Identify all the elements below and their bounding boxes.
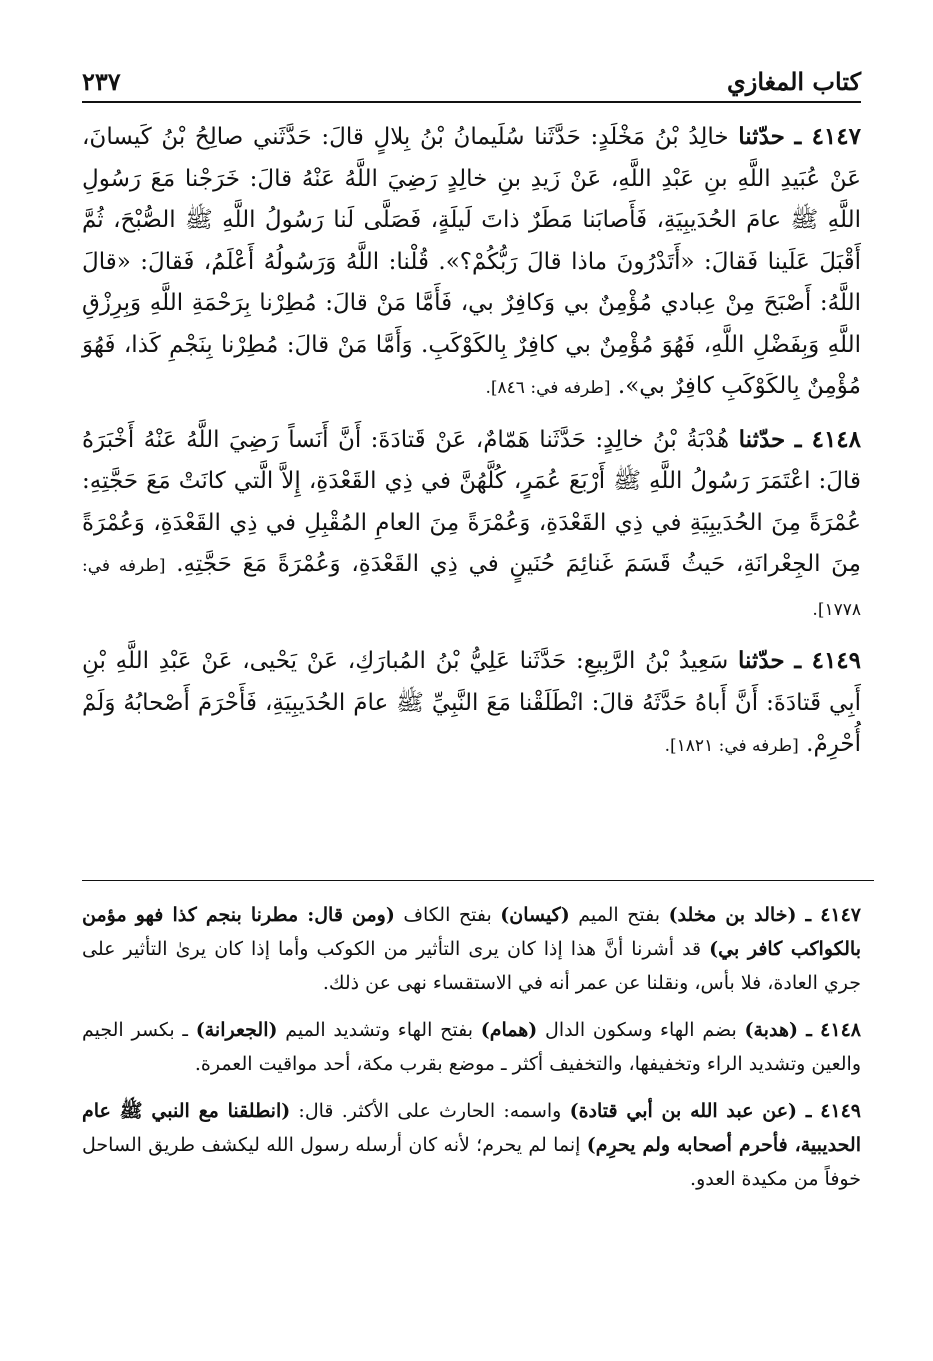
note-segment: ـ بكسر الجيم والعين وتشديد الراء وتخفيفها، والتخفيف أكثر ـ موضع بقرب مكة، أحد مواقيت العمرة.	[82, 1019, 861, 1075]
page-number: ٢٣٧	[82, 67, 121, 96]
hadith-number: ٤١٤٨ ـ	[794, 425, 862, 453]
header-rule	[82, 101, 861, 103]
hadith-reference: [طرفه في: ٨٤٦].	[485, 378, 611, 398]
hadith-number: ٤١٤٩ ـ	[794, 647, 862, 674]
note-segment: بفتح الميم	[569, 904, 669, 926]
hadith-body: هُدْبَةُ بْنُ خالِدٍ: حَدَّثَنا هَمّامٌ، عَنْ قَتادَةَ: أَنَّ أَنَساً رَضِيَ اللَّهُ عَنْهُ أَخْبَرَهُ قالَ: اعْتَمَرَ رَسُولُ اللَّهِ ﷺ أَرْبَعَ عُمَرٍ، كُلَّهُنَّ في ذِي القَعْدَةِ، إِلاَّ الَّتي كانَتْ مَعَ حَجَّتِهِ: عُمْرَةً مِنَ الحُدَيبِيَةِ في ذِي القَعْدَةِ، وَعُمْرَةً مِنَ العامِ المُقْبِلِ في ذِي القَعْدَةِ، وَعُمْرَةً مِنَ الجِعْرانَةِ، حَيثُ قَسَمَ غَنائِمَ حُنَينٍ في ذِي القَعْدَةِ، وَعُمْرَةً مَعَ حَجَّتِهِ.	[82, 426, 862, 577]
note-segment: ٤١٤٧ ـ	[796, 904, 862, 926]
note-segment: قد أشرنا أنَّ هذا إذا كان يرى التأثير من الكوكب وأما إذا كان يرىٰ التأثير على جري العادة، فلا بأس، ونقلنا عن عمر أنه في الاستقساء نهى عن ذلك.	[82, 938, 861, 994]
note-segment: (هدبة)	[744, 1019, 798, 1041]
hadith-paragraph	[82, 640, 861, 768]
hadith-body: خالِدُ بْنُ مَخْلَدٍ: حَدَّثَنا سُلَيمانُ بْنُ بِلالٍ قالَ: حَدَّثَني صالِحُ بْنُ كَيسانَ، عَنْ عُبَيدِ اللَّهِ بنِ عَبْدِ اللَّهِ، عَنْ زَيدِ بنِ خالِدٍ رَضِيَ اللَّهُ عَنْهُ قالَ: خَرَجْنا مَعَ رَسُولِ اللَّهِ ﷺ عامَ الحُدَيبِيَةِ، فَأَصابَنا مَطَرٌ ذاتَ لَيلَةٍ، فَصَلَّى لَنا رَسُولُ اللَّهِ ﷺ الصُّبْحَ، ثُمَّ أَقْبَلَ عَلَينا فَقالَ: «أَتَدْرُونَ ماذا قالَ رَبُّكُمْ؟». قُلْنا: اللَّهُ وَرَسُولُهُ أَعْلَمُ، فَقالَ: «قالَ اللَّهُ: أَصْبَحَ مِنْ عِبادي مُؤْمِنٌ بي وَكافِرٌ بي، فَأَمَّا مَنْ قالَ: مُطِرْنا بِرَحْمَةِ اللَّهِ وَبِرِزْقِ اللَّهِ وَبِفَضْلِ اللَّهِ، فَهُوَ مُؤْمِنٌ بي كافِرٌ بِالكَوْكَبِ. وَأَمَّا مَنْ قالَ: مُطِرْنا بِنَجْمِ كَذا، فَهُوَ مُؤْمِنٌ بِالكَوْكَبِ كافِرٌ بي».	[82, 124, 861, 399]
commentary-notes	[82, 898, 861, 1209]
note-segment: (عن عبد الله بن أبي قتادة)	[569, 1100, 798, 1122]
note-paragraph	[82, 1094, 861, 1196]
note-paragraph	[82, 1013, 861, 1081]
hadith-narration-word: حدّثنا	[738, 425, 786, 453]
note-segment: (ومن قال: مطرنا بنجم كذا فهو مؤمن بالكواكب كافر بي)	[82, 904, 861, 960]
page-header	[82, 56, 861, 96]
note-segment: بضم الهاء وسكون الدال	[537, 1019, 745, 1041]
hadith-paragraph	[82, 116, 861, 410]
note-segment: (انطلقنا مع النبي ﷺ عام الحديبية، فأحرم أصحابه ولم يحرِم)	[82, 1100, 861, 1156]
hadith-narration-word: حدّثنا	[737, 647, 785, 674]
hadith-number: ٤١٤٧ ـ	[794, 123, 861, 150]
note-segment: (الجعرانة)	[195, 1019, 278, 1041]
footnote-separator	[82, 880, 874, 881]
hadith-text	[82, 116, 861, 777]
note-segment: ٤١٤٨ ـ	[797, 1019, 861, 1041]
hadith-paragraph	[82, 419, 861, 632]
note-segment: (خالد بن مخلد)	[668, 904, 797, 926]
hadith-reference: [طرفه في: ١٨٢١].	[664, 736, 799, 756]
note-segment: ٤١٤٩ ـ	[797, 1100, 862, 1122]
book-title: كتاب المغازي	[726, 67, 861, 96]
note-segment: إنما لم يحرم؛ لأنه كان أرسله رسول الله ليكشف طريق الساحل خوفاً من مكيدة العدو.	[82, 1134, 861, 1190]
note-paragraph	[82, 898, 861, 1000]
note-segment: بفتح الهاء وتشديد الميم	[277, 1019, 481, 1041]
note-segment: (كيسان)	[500, 904, 570, 926]
hadith-reference: [طرفه في: ١٧٧٨].	[82, 556, 861, 620]
note-segment: (همام)	[480, 1019, 538, 1041]
hadith-narration-word: حدّثنا	[738, 123, 785, 150]
note-segment: واسمه: الحارث على الأكثر. قال:	[290, 1100, 570, 1122]
note-segment: بفتح الكاف	[394, 904, 501, 926]
hadith-body: سَعِيدُ بْنُ الرَّبِيعِ: حَدَّثَنا عَلِيُّ بْنُ المُبارَكِ، عَنْ يَحْيى، عَنْ عَبْدِ اللَّهِ بْنِ أَبِي قَتادَةَ: أَنَّ أَباهُ حَدَّثَهُ قالَ: انْطَلَقْنا مَعَ النَّبِيِّ ﷺ عامَ الحُدَيبِيَةِ، فَأَحْرَمَ أَصْحابُهُ وَلَمْ أُحْرِمْ.	[82, 648, 861, 757]
